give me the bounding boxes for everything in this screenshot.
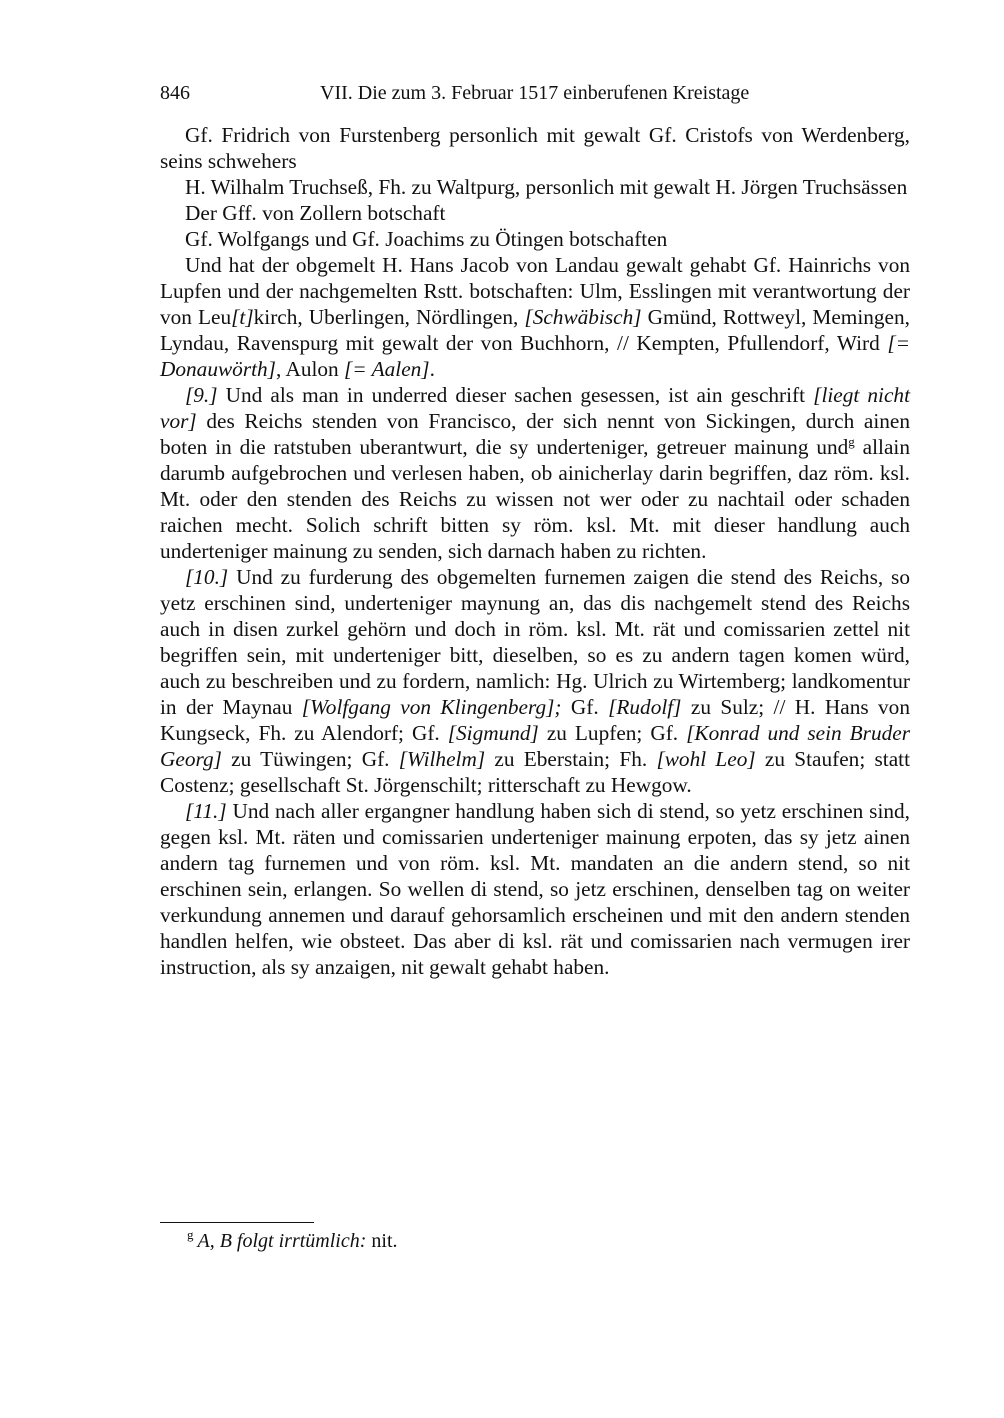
editorial-note: [9.] xyxy=(185,383,218,407)
paragraph xyxy=(160,122,910,174)
body-text xyxy=(160,122,910,980)
editorial-note: [Sigmund] xyxy=(447,721,539,745)
paragraph xyxy=(160,226,910,252)
editorial-note: [Schwäbisch] xyxy=(524,305,642,329)
editorial-note: [wohl Leo] xyxy=(656,747,756,771)
text-run: Gf. Fridrich von Furstenberg personlich mit gewalt Gf. Cristofs von Werdenberg, seins schwehers xyxy=(160,123,910,173)
text-run: kirch, Uberlingen, Nördlingen, xyxy=(253,305,525,329)
text-run: zu Lupfen; Gf. xyxy=(538,721,687,745)
page-number: 846 xyxy=(160,82,190,104)
footnote-marker: g xyxy=(187,1227,194,1243)
editorial-note: [liegt nicht vor] xyxy=(160,383,910,433)
text-run: allain darumb aufgebrochen und verlesen haben, ob ainicherlay darin begriffen, daz röm. ksl. Mt. oder den stenden des Reichs zu wissen not wer oder zu nachtail oder schaden raichen mecht. Solich schrift bitten sy röm. ksl. Mt. mit dieser handlung auch underteniger mainung zu senden, sich darnach haben zu richten. xyxy=(160,435,910,563)
paragraph xyxy=(160,174,910,200)
running-head: VII. Die zum 3. Februar 1517 einberufenen Kreistage xyxy=(320,82,750,104)
text-run: zu Tüwingen; Gf. xyxy=(221,747,399,771)
text-run: . xyxy=(429,357,435,381)
text-run: zu Eberstain; Fh. xyxy=(485,747,657,771)
text-run: des Reichs stenden von Francisco, der sich nennt von Sickingen, durch ainen boten in die ratstuben uberantwurt, die sy underteniger, getreuer mainung und xyxy=(160,409,910,459)
editorial-note: [Wilhelm] xyxy=(398,747,486,771)
text-run: , Aulon xyxy=(275,357,345,381)
footnote-reference: g xyxy=(848,433,855,449)
text-run: Der Gff. von Zollern botschaft xyxy=(185,201,446,225)
text-run: zu Staufen; statt Costenz; gesellschaft St. Jörgenschilt; ritterschaft zu Hewgow. xyxy=(160,747,910,797)
paragraph xyxy=(160,200,910,226)
editorial-note: [= Aalen] xyxy=(344,357,430,381)
editorial-note: [10.] xyxy=(185,565,229,589)
footnote xyxy=(187,1228,887,1254)
editorial-note: [= Donauwörth] xyxy=(160,331,910,381)
editorial-note: [Wolfgang von Klingenberg]; xyxy=(301,695,562,719)
editorial-note: [11.] xyxy=(185,799,227,823)
text-run: Und als man in underred dieser sachen gesessen, ist ain geschrift xyxy=(217,383,814,407)
paragraph xyxy=(160,564,910,798)
footnote-divider xyxy=(160,1222,314,1223)
editorial-note: [Konrad und sein Bruder Georg] xyxy=(160,721,910,771)
text-run: Und hat der obgemelt H. Hans Jacob von Landau gewalt gehabt Gf. Hainrichs von Lupfen und der nachgemelten Rstt. botschaften: Ulm, Esslingen mit verantwortung der von Leu xyxy=(160,253,910,329)
editorial-note: [t] xyxy=(231,305,254,329)
text-run: Gf. xyxy=(561,695,609,719)
text-run: zu Sulz; // H. Hans von Kungseck, Fh. zu Alendorf; Gf. xyxy=(160,695,910,745)
page-header xyxy=(160,78,910,108)
paragraph xyxy=(160,798,910,980)
paragraph xyxy=(160,252,910,382)
paragraph xyxy=(160,382,910,564)
text-run: Und zu furderung des obgemelten furnemen zaigen die stend des Reichs, so yetz erschinen sind, underteniger maynung an, das dis nachgemelt stend des Reichs auch in disen zurkel gehörn und doch in röm. ksl. Mt. rät und comissarien zettel nit begriffen sein, mit underteniger bitt, dieselben, so es zu andern tagen komen würd, auch zu beschreiben und zu fordern, namlich: Hg. Ulrich zu Wirtemberg; landkomentur in der Maynau xyxy=(160,565,910,719)
text-run: H. Wilhalm Truchseß, Fh. zu Waltpurg, personlich mit gewalt H. Jörgen Truchsässen xyxy=(185,175,908,199)
footnote-text: nit. xyxy=(366,1230,398,1252)
text-run: Und nach aller ergangner handlung haben sich di stend, so yetz erschinen sind, gegen ksl. Mt. räten und comissarien underteniger mainung erpoten, das sy jetz ainen andern tag furnemen und von röm. ksl. Mt. mandaten an die andern stend, so nit erschinen sein, erlangen. So wellen di stend, so jetz erschinen, denselben tag on weiter verkundung annemen und darauf gehorsamlich erscheinen und mit den andern stenden handlen helfen, wie obsteet. Das aber di ksl. rät und comissarien nach vermugen irer instruction, als sy anzaigen, nit gewalt gehabt haben. xyxy=(160,799,910,979)
text-run: Gf. Wolfgangs und Gf. Joachims zu Ötingen botschaften xyxy=(185,227,668,251)
text-run: Gmünd, Rottweyl, Memingen, Lyndau, Ravenspurg mit gewalt der von Buchhorn, // Kempten, Pfullendorf, Wird xyxy=(160,305,910,355)
footnote-italic-text: A, B folgt irrtümlich: xyxy=(197,1230,367,1252)
editorial-note: [Rudolf] xyxy=(608,695,682,719)
